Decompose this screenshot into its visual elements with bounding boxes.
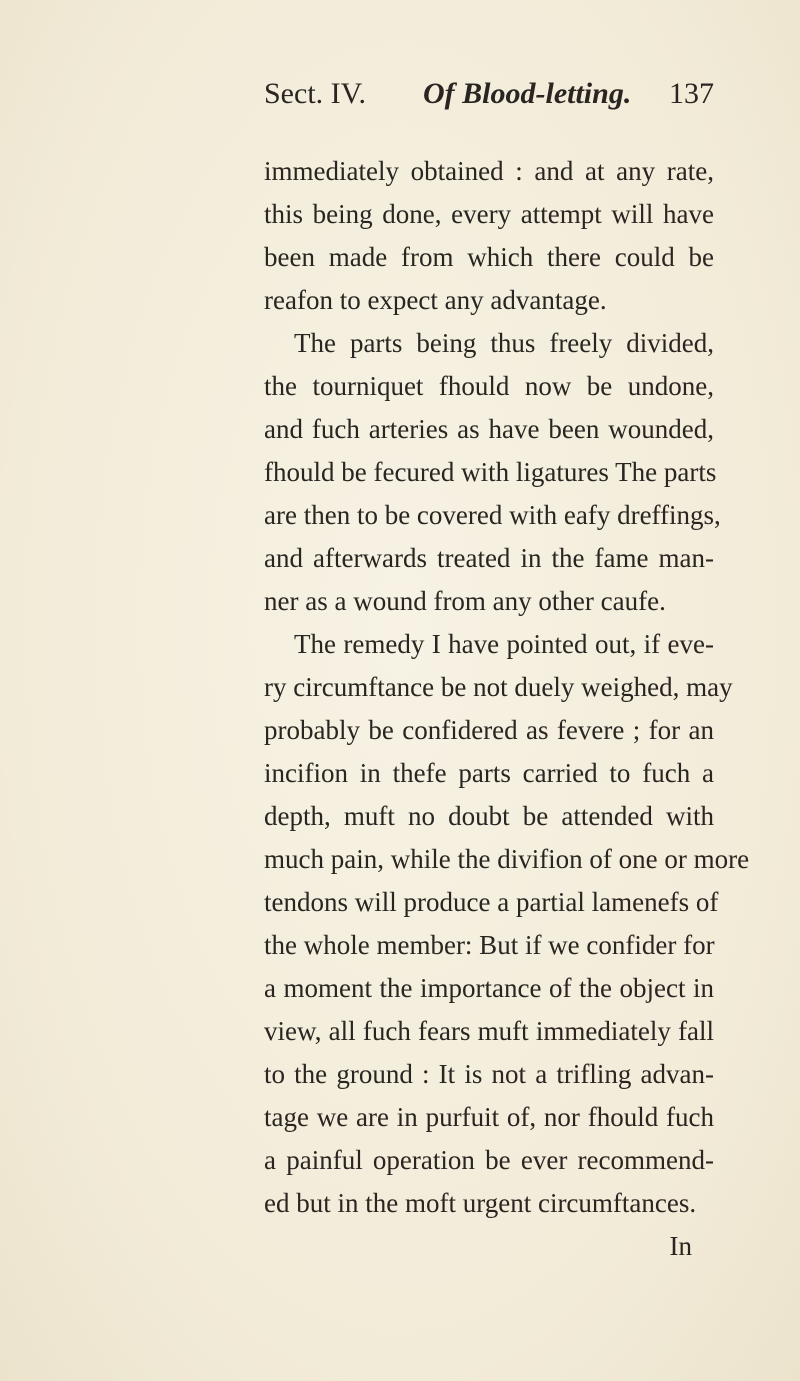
text-line: reafon to expect any advantage. <box>264 285 607 315</box>
text-line: depth, muft no doubt be attended with <box>264 801 714 831</box>
text-line: a moment the importance of the object in <box>264 973 714 1003</box>
text-line: this being done, every attempt will have <box>264 199 714 229</box>
text-line: probably be confidered as fevere ; for an <box>264 715 714 745</box>
text-line: and afterwards treated in the fame man- <box>264 543 714 573</box>
text-line: The remedy I have pointed out, if eve- <box>294 629 714 659</box>
text-line: ner as a wound from any other caufe. <box>264 586 666 616</box>
catchword: In <box>669 1231 692 1261</box>
text-line: The parts being thus freely divided, <box>294 328 714 358</box>
running-header <box>264 72 714 116</box>
page-number: 137 <box>669 77 714 110</box>
text-line: the whole member: But if we confider for <box>264 930 715 960</box>
text-line: tage we are in purfuit of, nor fhould fuch <box>264 1102 714 1132</box>
text-line: ry circumftance be not duely weighed, may <box>264 672 733 702</box>
text-line: view, all fuch fears muft immediately fall <box>264 1016 714 1046</box>
text-line: fhould be fecured with ligatures The parts <box>264 457 717 487</box>
text-line: ed but in the moft urgent circumftances. <box>264 1188 697 1218</box>
text-line: been made from which there could be <box>264 242 714 272</box>
body-text <box>264 150 750 1268</box>
text-line: a painful operation be ever recommend- <box>264 1145 714 1175</box>
text-line: much pain, while the divifion of one or more <box>264 844 750 874</box>
text-line: incifion in thefe parts carried to fuch a <box>264 758 714 788</box>
text-line: are then to be covered with eafy dreffings, <box>264 500 721 530</box>
running-title: Of Blood-letting. <box>423 77 632 110</box>
text-line: immediately obtained : and at any rate, <box>264 156 714 186</box>
section-label: Sect. IV. <box>264 77 366 110</box>
text-line: to the ground : It is not a trifling advan- <box>264 1059 714 1089</box>
text-line: the tourniquet fhould now be undone, <box>264 371 714 401</box>
text-line: tendons will produce a partial lamenefs of <box>264 887 719 917</box>
text-line: and fuch arteries as have been wounded, <box>264 414 714 444</box>
